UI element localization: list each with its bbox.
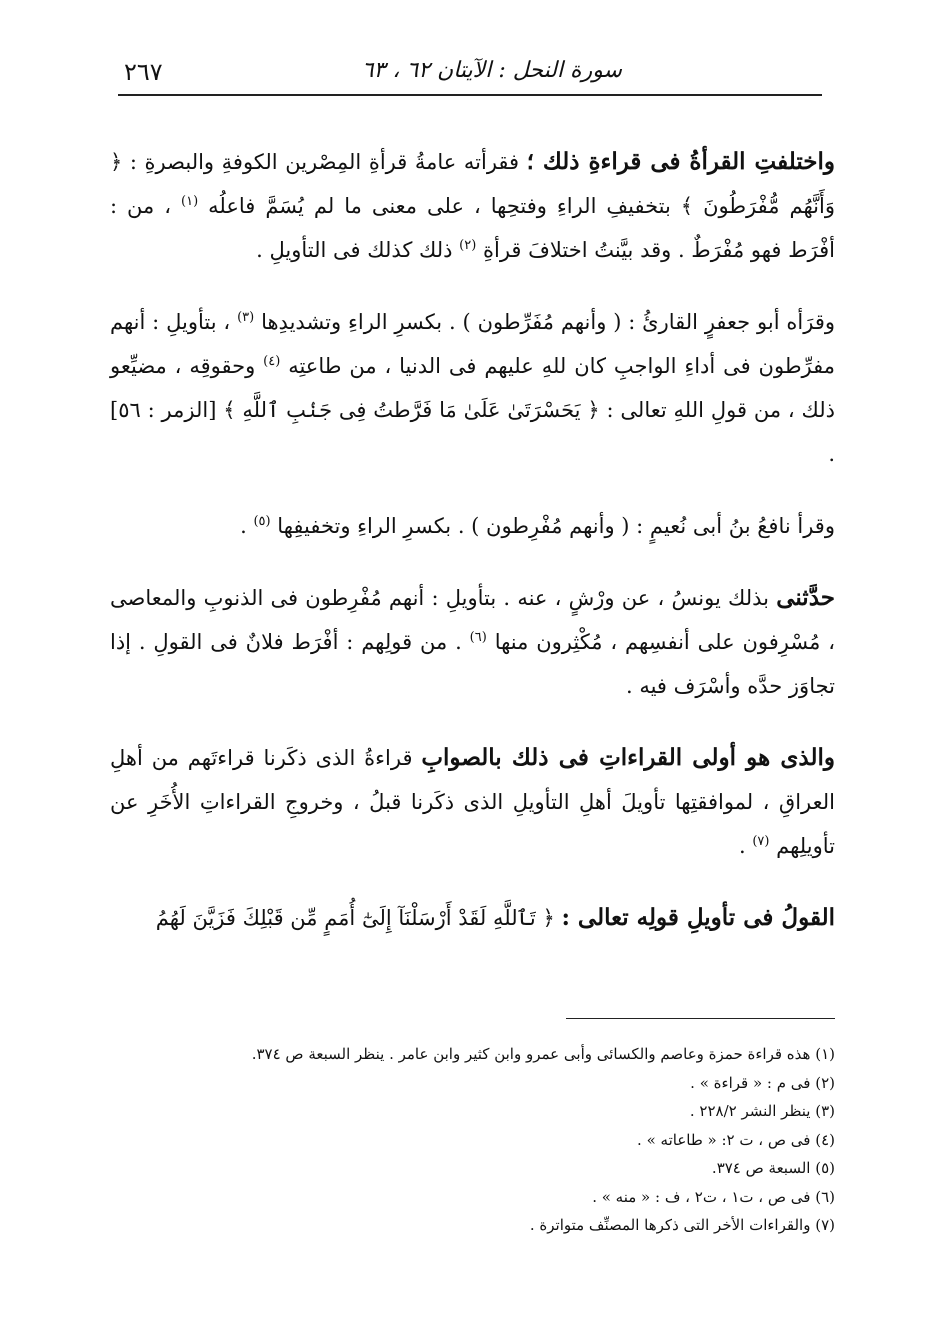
footnote-3: (٣) ينظر النشر ٢٢٨/٢ . [689,1102,835,1120]
paragraph-text: فقرأته عامةُ قرأةِ المِصْرين الكوفةِ والبصرةِ : ﴿ وَأَنَّهُم مُّفْرَطُونَ ﴾ بتخفيفِ الراءِ وفتحِها ، على معنى ما لم يُسَمَّ فاعلُه [110,150,835,218]
footnote-4: (٤) فى ص ، ت ٢: « طاعاته » . [637,1130,835,1149]
paragraph-5 [110,736,835,868]
footnote-1: (١) هذه قراءة حمزة وعاصم والكسائى وأبى عمرو وابن كثير وابن عامر . ينظر السبعة ص ٣٧٤. [251,1045,835,1063]
footnote-marker[interactable]: (٤) [263,354,281,369]
footnote-marker[interactable]: (٦) [469,630,487,645]
paragraph-text: ﴿ تَٱللَّهِ لَقَدْ أَرْسَلْنَآ إِلَىٰٓ أُمَمٍ مِّن قَبْلِكَ فَزَيَّنَ لَهُمُ [155,906,555,930]
paragraph-text: وقرَأه أبو جعفرٍ القارئُ : ( وأنهم مُفَرِّطون ) . بكسرِ الراءِ وتشديدِها [261,310,835,334]
footnote-marker[interactable]: (١) [181,194,199,209]
paragraph-4 [110,576,835,708]
paragraph-text: وقرأ نافعُ بنُ أبى نُعيمٍ : ( وأنهم مُفْرِطون ) . بكسرِ الراءِ وتخفيفِها [277,514,835,538]
paragraph-2 [110,300,835,476]
paragraph-1 [110,140,835,272]
paragraph-text: ذلك كذلك فى التأويلِ . [256,238,453,262]
page-header [118,52,822,100]
paragraph-lead: واختلفتِ القرأةُ فى قراءةِ ذلك ؛ [526,148,835,175]
footnote-5: (٥) السبعة ص ٣٧٤. [711,1159,835,1177]
running-head: سورة النحل : الآيتان ٦٢ ، ٦٣ [361,58,622,83]
paragraph-text: . من قولِهم : أفْرَط فلانٌ فى القولِ . إذا تجاوَز حدَّه وأسْرَف فيه . [110,630,835,698]
footnote-rule [566,1018,835,1019]
paragraph-text: . [738,834,746,858]
page-number: ٢٦٧ [124,58,163,86]
paragraph-text: . [240,514,247,538]
footnote-marker[interactable]: (٥) [253,514,271,529]
paragraph-3 [110,504,835,548]
paragraph-text: ، من : أفْرَط فهو مُفْرَطٌ . وقد بيَّنتُ اختلافَ قرأةِ [110,194,835,262]
paragraph-lead: والذى هو أولى القراءاتِ فى ذلك بالصوابِ [421,744,835,771]
paragraph-text: بذلك يونسُ ، عن ورْشٍ ، عنه . بتأويلِ : أنهم مُفْرِطون فى الذنوبِ والمعاصى ، مُسْرِفون على أنفسِهم ، مُكْثِرون منها [110,586,835,654]
footnote-2: (٢) فى م : « قراءة » . [690,1073,835,1092]
footnote-6: (٦) فى ص ، ت١ ، ت٢ ، ف : « منه » . [592,1187,835,1206]
header-rule [118,94,822,96]
paragraph-lead: القولُ فى تأويلِ قولِه تعالى : [561,904,835,931]
footnote-marker[interactable]: (٢) [459,238,477,253]
paragraph-6 [110,896,835,940]
footnote-marker[interactable]: (٧) [752,834,770,849]
footnote-7: (٧) والقراءات الأخر التى ذكرها المصنِّف متواترة . [529,1216,835,1234]
main-text [110,140,835,940]
footnotes [100,1040,835,1240]
paragraph-lead: حدَّثنى [776,584,835,611]
paragraph-text: وحقوقِه ، مضيِّعو ذلك ، من قولِ اللهِ تعالى : ﴿ يَحَسْرَتَىٰ عَلَىٰ مَا فَرَّطتُ فِى جَنۢبِ ٱللَّهِ ﴾ [الزمر : ٥٦] . [110,354,835,466]
paragraph-text: قراءةُ الذى ذكَرنا قراءتَهم من أهلِ العراقِ ، لموافقتِها تأويلَ أهلِ التأويلِ الذى ذكَرنا قبلُ ، وخروجِ القراءاتِ الأُخَرِ عن تأويلِهم [110,746,835,858]
footnote-marker[interactable]: (٣) [237,310,255,325]
paragraph-text: ، بتأويلِ : أنهم مفرِّطون فى أداءِ الواجبِ كان للهِ عليهم فى الدنيا ، من طاعتِه [110,310,836,378]
